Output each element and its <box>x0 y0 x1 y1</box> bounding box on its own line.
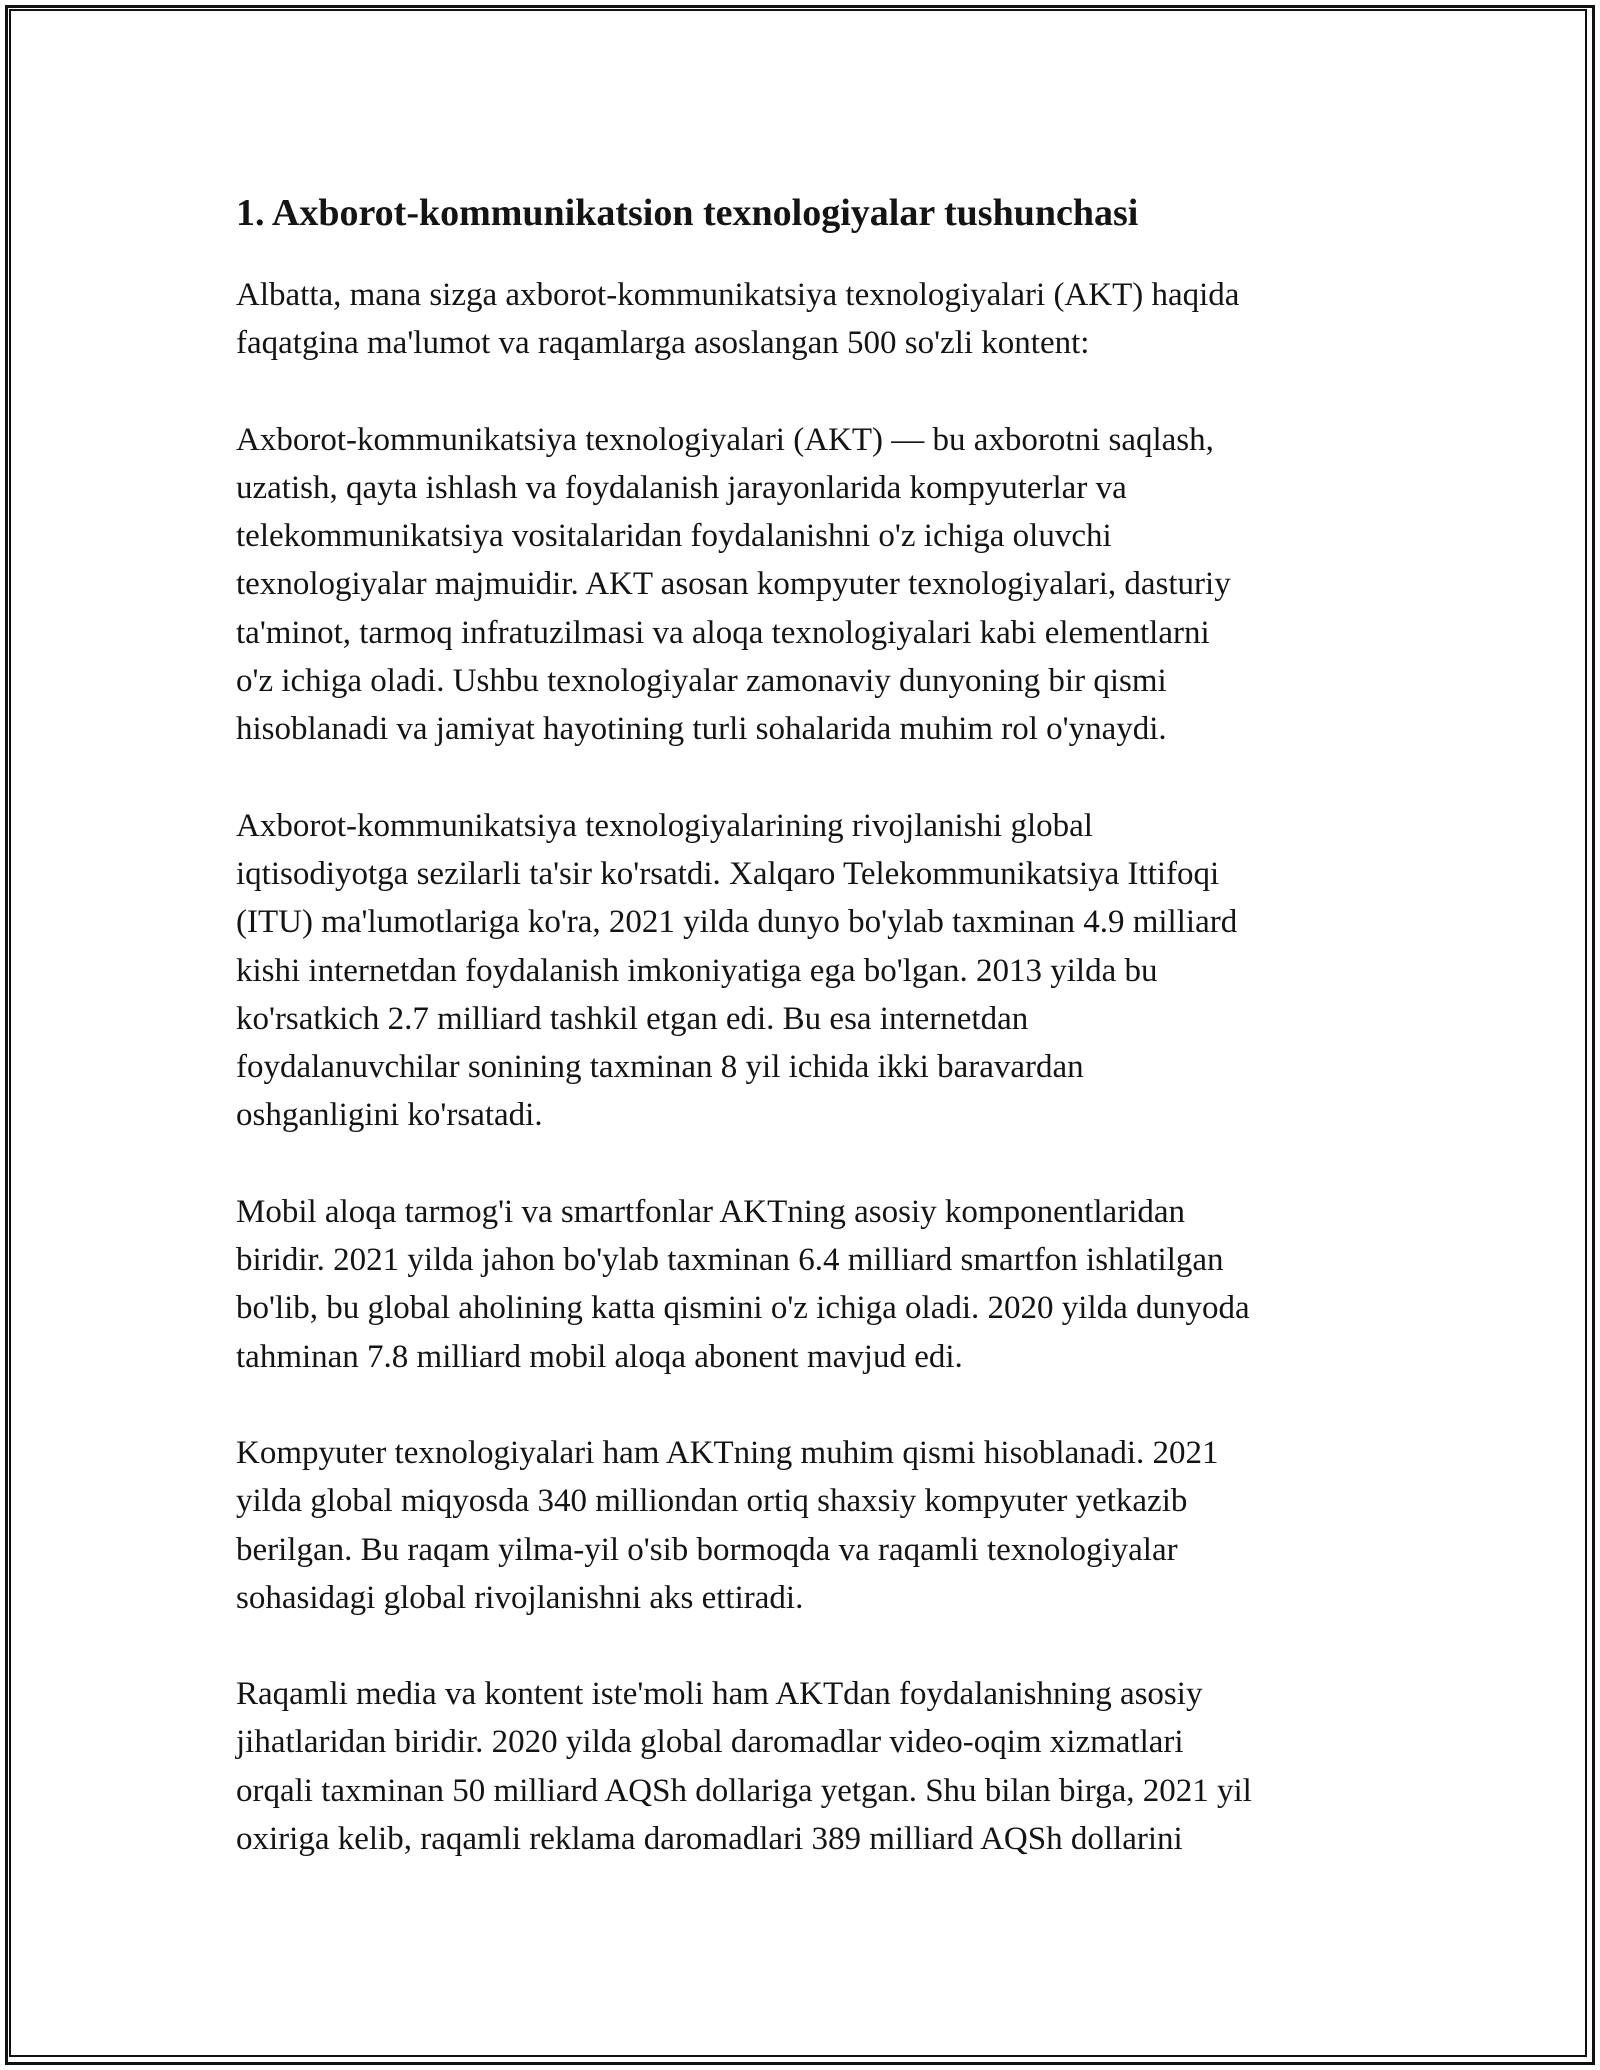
text-line: orqali taxminan 50 milliard AQSh dollariga yetgan. Shu bilan birga, 2021 yil <box>236 1772 1252 1809</box>
paragraph-list <box>236 271 1386 1863</box>
text-line: tahminan 7.8 milliard mobil aloqa abonent mavjud edi. <box>236 1338 963 1375</box>
paragraph <box>236 416 1386 754</box>
paragraph <box>236 1429 1386 1622</box>
text-line: faqatgina ma'lumot va raqamlarga asoslangan 500 so'zli kontent: <box>236 325 1090 362</box>
paragraph <box>236 1188 1386 1381</box>
text-line: oxiriga kelib, raqamli reklama daromadlari 389 milliard AQSh dollarini <box>236 1821 1183 1858</box>
paragraph <box>236 271 1386 368</box>
text-line: (ITU) ma'lumotlariga ko'ra, 2021 yilda dunyo bo'ylab taxminan 4.9 milliard <box>236 904 1238 941</box>
paragraph <box>236 802 1386 1140</box>
text-line: bo'lib, bu global aholining katta qismini o'z ichiga oladi. 2020 yilda dunyoda <box>236 1290 1250 1327</box>
text-line: sohasidagi global rivojlanishni aks ettiradi. <box>236 1579 804 1616</box>
text-line: ko'rsatkich 2.7 milliard tashkil etgan edi. Bu esa internetdan <box>236 1000 1029 1037</box>
text-line: kishi internetdan foydalanish imkoniyatiga ega bo'lgan. 2013 yilda bu <box>236 952 1158 989</box>
text-line: Axborot-kommunikatsiya texnologiyalari (AKT) — bu axborotni saqlash, <box>236 421 1214 458</box>
text-line: Kompyuter texnologiyalari ham AKTning muhim qismi hisoblanadi. 2021 <box>236 1434 1219 1471</box>
text-line: biridir. 2021 yilda jahon bo'ylab taxminan 6.4 milliard smartfon ishlatilgan <box>236 1242 1224 1279</box>
document-body <box>236 185 1386 1911</box>
paragraph <box>236 1670 1386 1863</box>
text-line: berilgan. Bu raqam yilma-yil o'sib bormoqda va raqamli texnologiyalar <box>236 1531 1178 1568</box>
text-line: o'z ichiga oladi. Ushbu texnologiyalar zamonaviy dunyoning bir qismi <box>236 663 1167 700</box>
text-line: Albatta, mana sizga axborot-kommunikatsiya texnologiyalari (AKT) haqida <box>236 277 1240 313</box>
text-line: hisoblanadi va jamiyat hayotining turli sohalarida muhim rol o'ynaydi. <box>236 711 1167 748</box>
text-line: oshganligini ko'rsatadi. <box>236 1097 543 1134</box>
text-line: iqtisodiyotga sezilarli ta'sir ko'rsatdi. Xalqaro Telekommunikatsiya Ittifoqi <box>236 855 1220 892</box>
text-line: foydalanuvchilar sonining taxminan 8 yil ichida ikki baravardan <box>236 1049 1084 1086</box>
text-line: Mobil aloqa tarmog'i va smartfonlar AKTning asosiy komponentlaridan <box>236 1193 1186 1230</box>
text-line: jihatlaridan biridir. 2020 yilda global daromadlar video-oqim xizmatlari <box>236 1724 1184 1761</box>
section-heading: 1. Axborot-kommunikatsion texnologiyalar tushunchasi <box>236 192 1139 234</box>
text-line: uzatish, qayta ishlash va foydalanish jarayonlarida kompyuterlar va <box>236 469 1127 506</box>
text-line: Axborot-kommunikatsiya texnologiyalarining rivojlanishi global <box>236 807 1093 844</box>
text-line: texnologiyalar majmuidir. AKT asosan kompyuter texnologiyalari, dasturiy <box>236 566 1231 603</box>
text-line: Raqamli media va kontent iste'moli ham AKTdan foydalanishning asosiy <box>236 1676 1203 1713</box>
text-line: telekommunikatsiya vositalaridan foydalanishni o'z ichiga oluvchi <box>236 518 1112 555</box>
text-line: ta'minot, tarmoq infratuzilmasi va aloqa texnologiyalari kabi elementlarni <box>236 614 1210 651</box>
text-line: yilda global miqyosda 340 milliondan ortiq shaxsiy kompyuter yetkazib <box>236 1483 1188 1520</box>
